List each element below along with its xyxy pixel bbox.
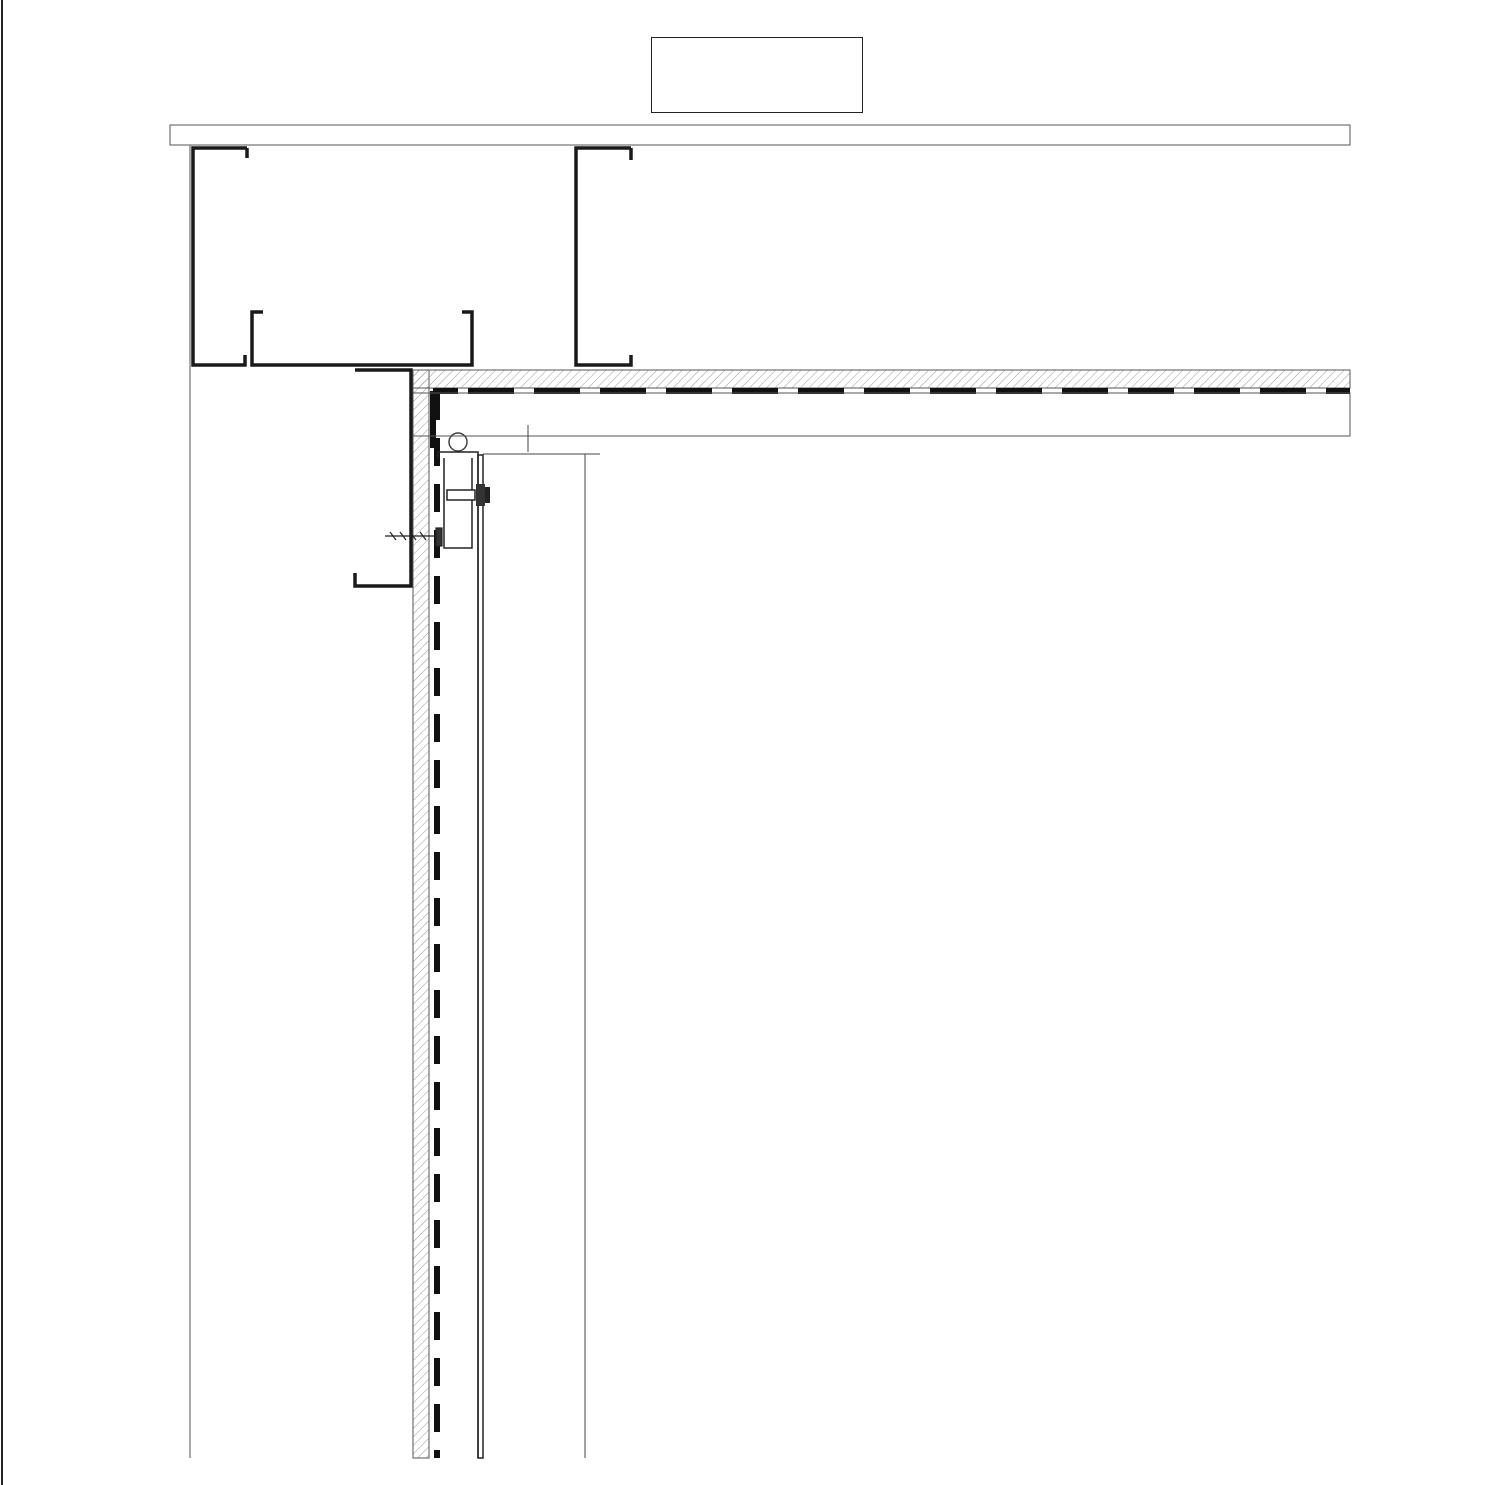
horizontal-sheathing	[413, 370, 1350, 448]
dimension-lines	[483, 425, 600, 1458]
vertical-sheathing	[413, 370, 437, 1458]
vertical-furring	[438, 452, 483, 1458]
top-wall	[170, 125, 1350, 1458]
steel-studs	[193, 148, 631, 586]
fastener-screw	[447, 484, 490, 506]
fastening-note	[651, 37, 863, 113]
